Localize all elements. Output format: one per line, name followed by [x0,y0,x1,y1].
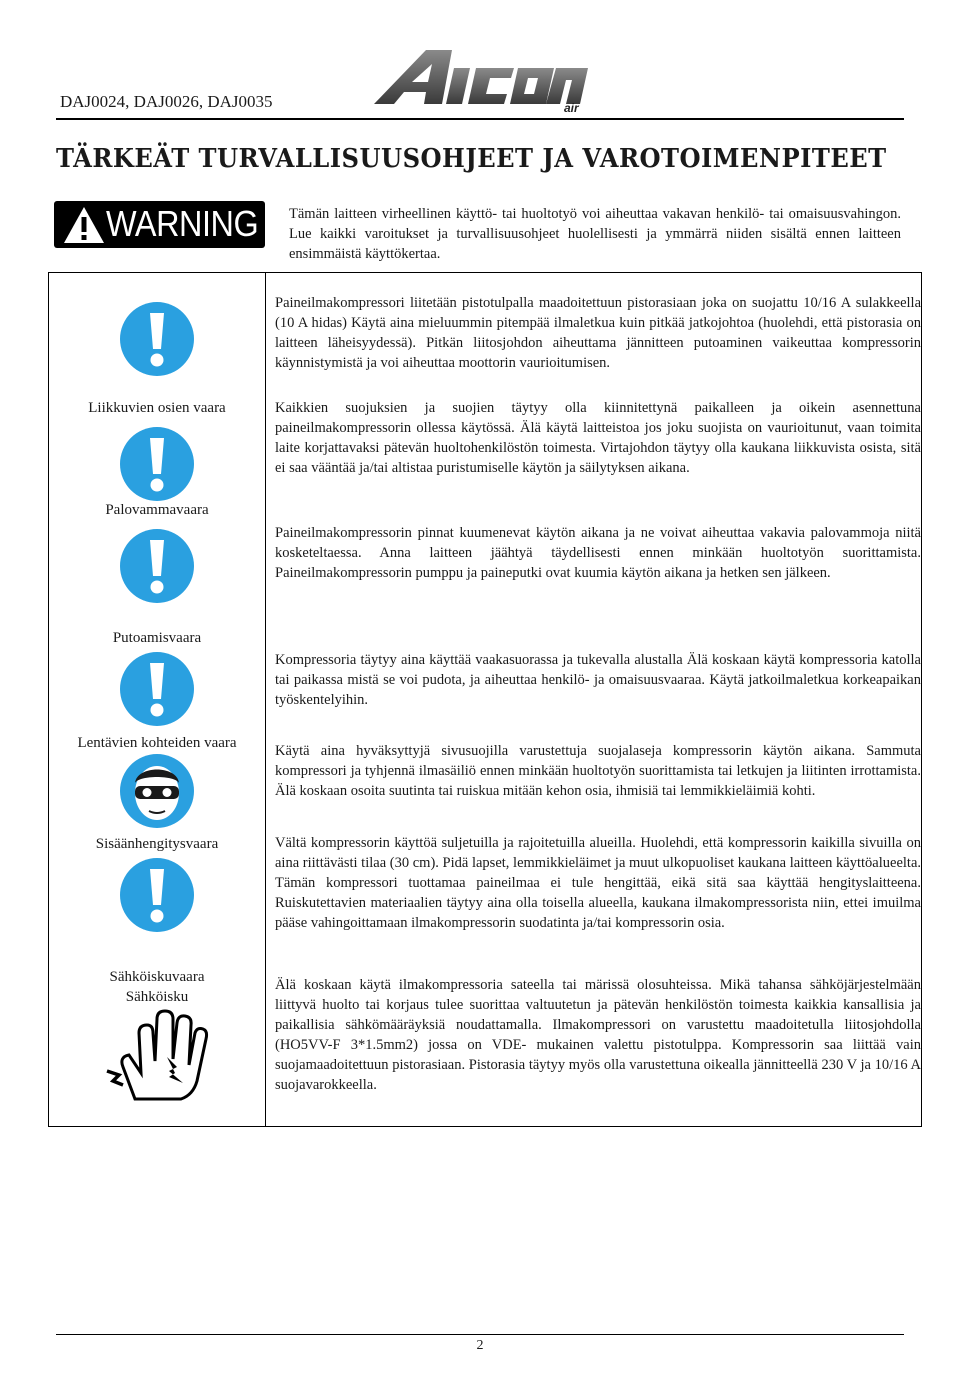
face-goggles-icon [119,753,195,829]
mandatory-exclamation-icon [119,426,195,502]
safety-paragraph-hot-surfaces: Paineilmakompressorin pinnat kuumenevat käytön aikana ja ne voivat aiheuttaa vakavia palovammoja niitä kosketeltaessa. Anna laitteen jäähtyä täydellisesti ennen minkään huoltotyön suorittamista. Paineilmakompressorin pumppu ja paineputki ovat kuumia käytön aikana ja hetken sen jälkeen. [275,525,921,581]
page-title: TÄRKEÄT TURVALLISUUSOHJEET JA VAROTOIMENPITEET [56,144,887,174]
safety-paragraph-level-surface: Kompressoria täytyy aina käyttää vaakasuorassa ja tukevalla alustalla Älä koskaan käytä kompressoria katolla tai paikassa mistä se voi pudota, ja aiheuttaa henkilö- ja omaisuusvaaraa. Käytä jatkoilmaletkua korkeapaikan työskentelyihin. [275,652,921,708]
hazard-label-burn: Palovammavaara [105,502,209,518]
electric-shock-hand-icon [105,1009,209,1103]
hazard-label-electric-shock-risk: Sähköiskuvaara [109,969,205,985]
mandatory-exclamation-icon [119,528,195,604]
header-rule [56,118,904,120]
logo-sub-text: air [564,101,579,112]
safety-paragraph-goggles: Käytä aina hyväksyttyjä sivusuojilla varustettuja suojalaseja kompressorin käytön aikana. Sammuta kompressori ja tyhjennä ilmasäiliö ennen minkään huoltotyön suorittamista tai letkujen ja liitinten irrottamista. Älä koskaan osoita suutinta tai ruiskua mitään kehon osia, ihmisiä tai lemmikkieläimiä kohti. [275,743,921,799]
page-number: 2 [476,1338,484,1353]
safety-table [48,272,922,1127]
hazard-label-electric-shock: Sähköisku [125,989,189,1005]
model-codes: DAJ0024, DAJ0026, DAJ0035 [60,92,273,111]
safety-paragraph-electrical: Älä koskaan käytä ilmakompressoria sateella tai märissä olosuhteissa. Mikä tahansa sähköjärjestelmään liittyvä huolto tai korjaus tulee suorittaa valtuutetun ja pätevän henkilöstön toimesta kaikkia kansallisia ja paikallisia sähkömääräyksiä noudattamalla. Ilmakompressori on varustettu maadoitetulla liitosjohdolla (HO5VV-F 3*1.5mm2) jossa on VDE- mukainen valettu pistotulppa. Kompressorin saa liittää vain suojamaadoitettuun pistorasiaan. Pistorasia täytyy myös olla varustettuna oikealla jännitteellä 230 V ja 10/16 A suojavarokkeella. [275,977,921,1093]
warning-paragraph: Tämän laitteen virheellinen käyttö- tai huoltotyö voi aiheuttaa vakavan henkilö- tai omaisuusvahingon. Lue kaikki varoitukset ja turvallisuusohjeet huolellisesti ja ymmärrä niiden sisältä ennen laitteen ensimmäistä käyttökertaa. [289,206,901,262]
aicon-air-logo [368,46,590,112]
hazard-label-inhalation: Sisäänhengitysvaara [95,836,219,852]
safety-paragraph-guards: Kaikkien suojuksien ja suojien täytyy olla kiinnitettynä paikalleen ja oikein asennettuna paineilmakompressorin ollessa käytössä. Älä käytä laitteistoa jos joku suojista on vaurioitunut, vaan toimita laite korjattavaksi pätevän huoltohenkilöstön toimesta. Virtajohdon täytyy olla kaukana liikkuvista osista, sitä ei saa vääntää ja/tai altistaa puristumiselle käytön ja säilytyksen aikana. [275,400,921,476]
warning-triangle-icon [62,205,106,245]
mandatory-exclamation-icon [119,857,195,933]
footer-rule [56,1334,904,1335]
warning-badge-text: WARNING [106,203,259,244]
hazard-label-moving-parts: Liikkuvien osien vaara [88,400,226,416]
mandatory-exclamation-icon [119,651,195,727]
hazard-label-fall: Putoamisvaara [112,630,202,646]
mandatory-exclamation-icon [119,301,195,377]
safety-paragraph-ventilation: Vältä kompressorin käyttöä suljetuilla ja rajoitetuilla alueilla. Huolehdi, että kompressorin kaikilla sivuilla on aina riittävästi tilaa (30 cm). Pidä lapset, lemmikkieläimet ja muut ulkopuoliset kaukana laitteen käyttöalueelta. Tämän kompressori tuottamaa paineilmaa ei tule hengittää, eikä sitä saa käyttää hengityslaitteena. Ruiskutettavien materiaalien täytyy aina olla toisella alueella, kaukana ilmakompressorista niin, ettei imuilma pääse vahingoittamaan ilmakompressorin suodatinta ja/tai kompressorin osia. [275,835,921,931]
column-divider [265,273,266,1126]
safety-paragraph-grounding: Paineilmakompressori liitetään pistotulpalla maadoitettuun pistorasiaan joka on suojattu 10/16 A sulakkeella (10 A hidas) Käytä aina mieluummin pitempää ilmaletkua kuin pitkää jatkojohtoa (huolehdi, että pistorasia on laitteen läheisyydessä). Pitkän liitosjohdon aiheuttama jännitteen putoaminen vaikeuttaa kompressorin käynnistymistä ja voi aiheuttaa moottorin vaurioitumisen. [275,295,921,371]
hazard-label-flying-objects: Lentävien kohteiden vaara [77,735,237,751]
